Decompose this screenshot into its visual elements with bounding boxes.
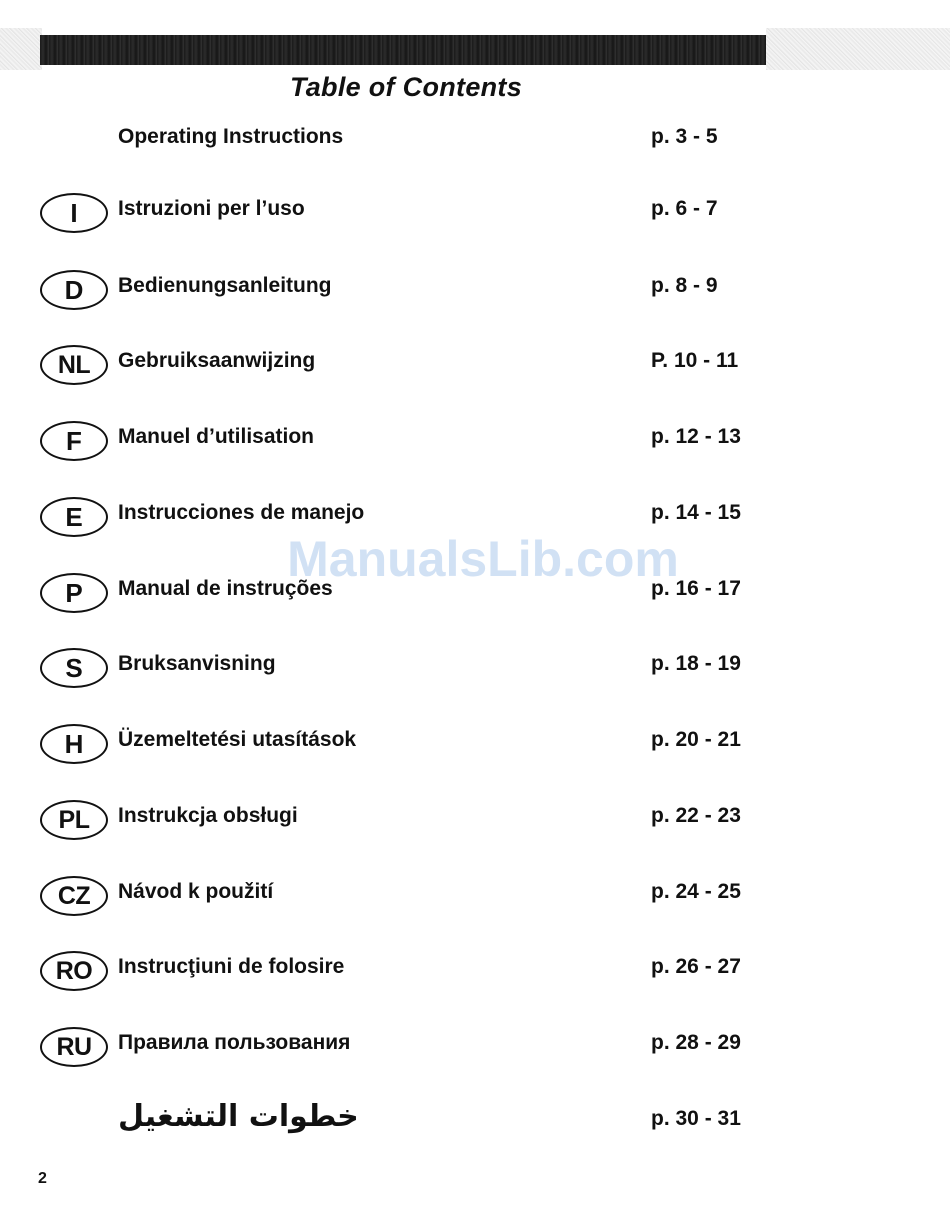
language-badge: RU: [40, 1027, 108, 1067]
entry-pages: p. 3 - 5: [651, 125, 718, 148]
entry-pages: p. 18 - 19: [651, 652, 741, 675]
watermark: ManualsLib.com: [287, 531, 679, 587]
toc-entry-russian[interactable]: [0, 1027, 950, 1073]
language-badge: PL: [40, 800, 108, 840]
entry-pages: p. 12 - 13: [651, 425, 741, 448]
entry-label: Návod k použití: [118, 880, 274, 903]
toc-entry-spanish[interactable]: [0, 497, 950, 543]
entry-pages: p. 26 - 27: [651, 955, 741, 978]
entry-label: Правила пользования: [118, 1031, 351, 1054]
entry-pages: p. 24 - 25: [651, 880, 741, 903]
language-badge: P: [40, 573, 108, 613]
entry-label: Gebruiksaanwijzing: [118, 349, 316, 372]
entry-pages: p. 28 - 29: [651, 1031, 741, 1054]
entry-pages: p. 16 - 17: [651, 577, 741, 600]
entry-label: Manual de instruções: [118, 577, 333, 600]
language-badge: NL: [40, 345, 108, 385]
entry-pages: p. 30 - 31: [651, 1107, 741, 1130]
entry-label: Operating Instructions: [118, 125, 344, 148]
entry-label: خطوات التشغيل: [118, 1099, 359, 1134]
entry-label: Bedienungsanleitung: [118, 274, 332, 297]
toc-entry-dutch[interactable]: [0, 345, 950, 391]
toc-entry-swedish[interactable]: [0, 648, 950, 694]
entry-label: Manuel d’utilisation: [118, 425, 315, 448]
entry-pages: p. 20 - 21: [651, 728, 741, 751]
entry-label: Üzemeltetési utasítások: [118, 728, 357, 751]
toc-entry-romanian[interactable]: [0, 951, 950, 997]
toc-entry-czech[interactable]: [0, 876, 950, 922]
language-badge: H: [40, 724, 108, 764]
entry-label: Bruksanvisning: [118, 652, 276, 675]
entry-pages: p. 22 - 23: [651, 804, 741, 827]
header-noise-right: [766, 28, 950, 70]
language-badge: E: [40, 497, 108, 537]
toc-entry-german[interactable]: [0, 270, 950, 316]
language-badge: I: [40, 193, 108, 233]
toc-entry-arabic[interactable]: [0, 1099, 950, 1149]
header-noise-left: [0, 28, 42, 70]
entry-pages: p. 8 - 9: [651, 274, 718, 297]
entry-label: Istruzioni per l’uso: [118, 197, 305, 220]
entry-pages: p. 6 - 7: [651, 197, 718, 220]
entry-pages: p. 14 - 15: [651, 501, 741, 524]
page-title: Table of Contents: [289, 72, 523, 102]
entry-pages: P. 10 - 11: [651, 349, 739, 372]
toc-entry-italian[interactable]: [0, 193, 950, 239]
toc-entry-polish[interactable]: [0, 800, 950, 846]
entry-label: Instrukcja obsługi: [118, 804, 298, 827]
entry-label: Instrucciones de manejo: [118, 501, 365, 524]
language-badge: S: [40, 648, 108, 688]
toc-entry-hungarian[interactable]: [0, 724, 950, 770]
language-badge: CZ: [40, 876, 108, 916]
toc-entry-french[interactable]: [0, 421, 950, 467]
entry-label: Instrucţiuni de folosire: [118, 955, 345, 978]
page-number: 2: [38, 1170, 47, 1187]
toc-entry-portuguese[interactable]: [0, 573, 950, 619]
toc-entry-operating-instructions[interactable]: [0, 121, 950, 167]
language-badge: D: [40, 270, 108, 310]
language-badge: F: [40, 421, 108, 461]
header-bar: [40, 35, 766, 65]
language-badge: RO: [40, 951, 108, 991]
